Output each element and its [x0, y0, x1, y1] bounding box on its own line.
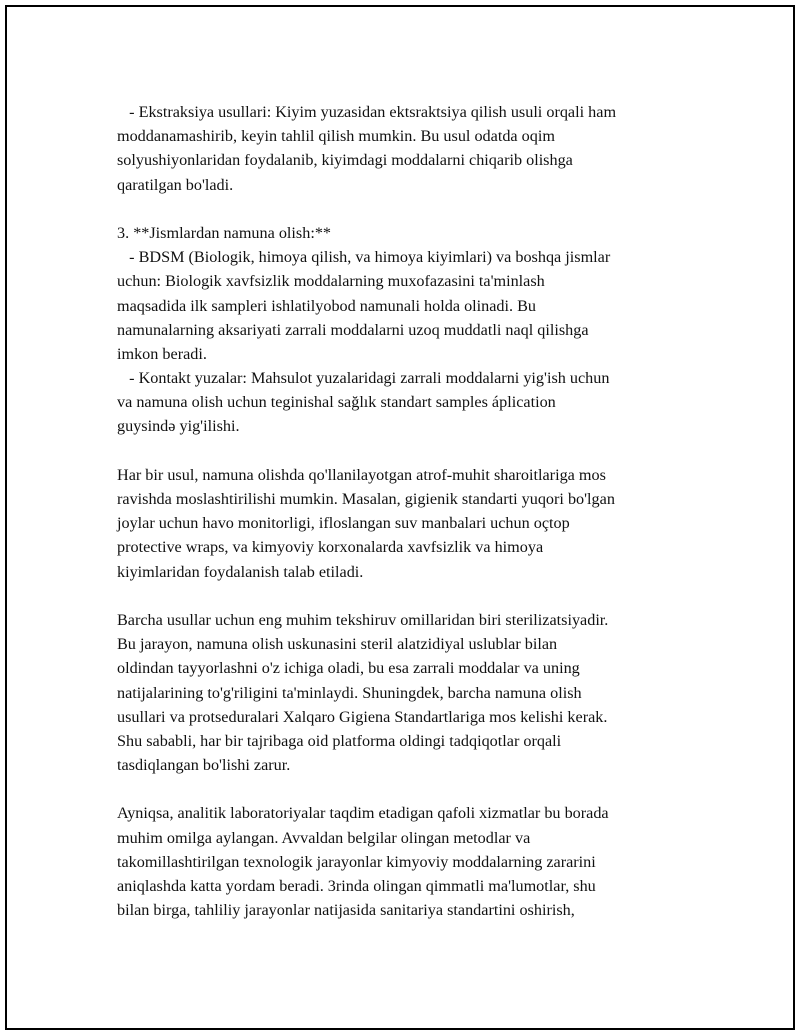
paragraph-adaptation [117, 463, 697, 584]
paragraph-gap [117, 777, 697, 801]
text-line: uchun: Biologik xavfsizlik moddalarning muxofazasini ta'minlash [117, 272, 545, 291]
text-line: moddanamashirib, keyin tahlil qilish mumkin. Bu usul odatda oqim [117, 127, 555, 146]
page-frame [5, 5, 795, 1030]
text-line: va namuna olish uchun teginishal sağlık standart samples áplication [117, 393, 556, 412]
text-line: takomillashtirilgan texnologik jarayonlar kimyoviy moddalarning zararini [117, 852, 596, 871]
text-line: maqsadida ilk sampleri ishlatilyobod namunali holda olinadi. Bu [117, 296, 537, 315]
text-line: Bu jarayon, namuna olish uskunasini steril alatzidiyal uslublar bilan [117, 635, 558, 654]
text-line: natijalarining to'g'riligini ta'minlaydi. Shuningdek, barcha namuna olish [117, 683, 582, 702]
text-line: oldindan tayyorlashni o'z ichiga oladi, bu esa zarrali moddalar va uning [117, 659, 580, 678]
text-line: joylar uchun havo monitorligi, ifloslangan suv manbalari uchun oçtop [117, 514, 570, 533]
text-line: usullari va protseduralari Xalqaro Gigiena Standartlariga mos kelishi kerak. [117, 707, 608, 726]
text-line: tasdiqlangan bo'lishi zarur. [117, 756, 291, 775]
text-line: guysində yig'ilishi. [117, 417, 240, 436]
text-line: protective wraps, va kimyoviy korxonalarda xavfsizlik va himoya [117, 538, 544, 557]
text-line: Har bir usul, namuna olishda qo'llanilayotgan atrof-muhit sharoitlariga mos [117, 465, 606, 484]
paragraph-object-sampling [117, 221, 697, 439]
document-body [117, 100, 697, 922]
paragraph-gap [117, 584, 697, 608]
text-line: solyushiyonlaridan foydalanib, kiyimdagi moddalarni chiqarib olishga [117, 151, 573, 170]
paragraph-laboratories [117, 801, 697, 922]
text-line: - Kontakt yuzalar: Mahsulot yuzalaridagi zarrali moddalarni yig'ish uchun [117, 369, 610, 388]
paragraph-sterilization [117, 608, 697, 777]
text-line: Ayniqsa, analitik laboratoriyalar taqdim etadigan qafoli xizmatlar bu borada [117, 804, 609, 823]
text-line: qaratilgan bo'ladi. [117, 175, 234, 194]
text-line: ravishda moslashtirilishi mumkin. Masalan, gigienik standarti yuqori bo'lgan [117, 490, 615, 508]
paragraph-gap [117, 197, 697, 221]
text-line: - BDSM (Biologik, himoya qilish, va himoya kiyimlari) va boshqa jismlar [117, 248, 611, 267]
text-line: aniqlashda katta yordam beradi. 3rinda olingan qimmatli ma'lumotlar, shu [117, 877, 596, 895]
text-line: 3. **Jismlardan namuna olish:** [117, 223, 332, 242]
text-line: namunalarning aksariyati zarrali moddalarni uzoq muddatli naql qilishga [117, 320, 589, 339]
text-line: imkon beradi. [117, 344, 207, 363]
text-line: - Ekstraksiya usullari: Kiyim yuzasidan ektsraktsiya qilish usuli orqali ham [117, 103, 617, 121]
text-line: bilan birga, tahliliy jarayonlar natijasida sanitariya standartini oshirish, [117, 901, 575, 920]
text-line: kiyimlaridan foydalanish talab etiladi. [117, 562, 364, 581]
text-line: Barcha usullar uchun eng muhim tekshiruv omillaridan biri sterilizatsiyadir. [117, 610, 609, 629]
paragraph-gap [117, 439, 697, 463]
paragraph-extraction-methods [117, 100, 697, 197]
text-line: Shu sababli, har bir tajribaga oid platforma oldingi tadqiqotlar orqali [117, 731, 562, 750]
text-line: muhim omilga aylangan. Avvaldan belgilar olingan metodlar va [117, 828, 531, 847]
